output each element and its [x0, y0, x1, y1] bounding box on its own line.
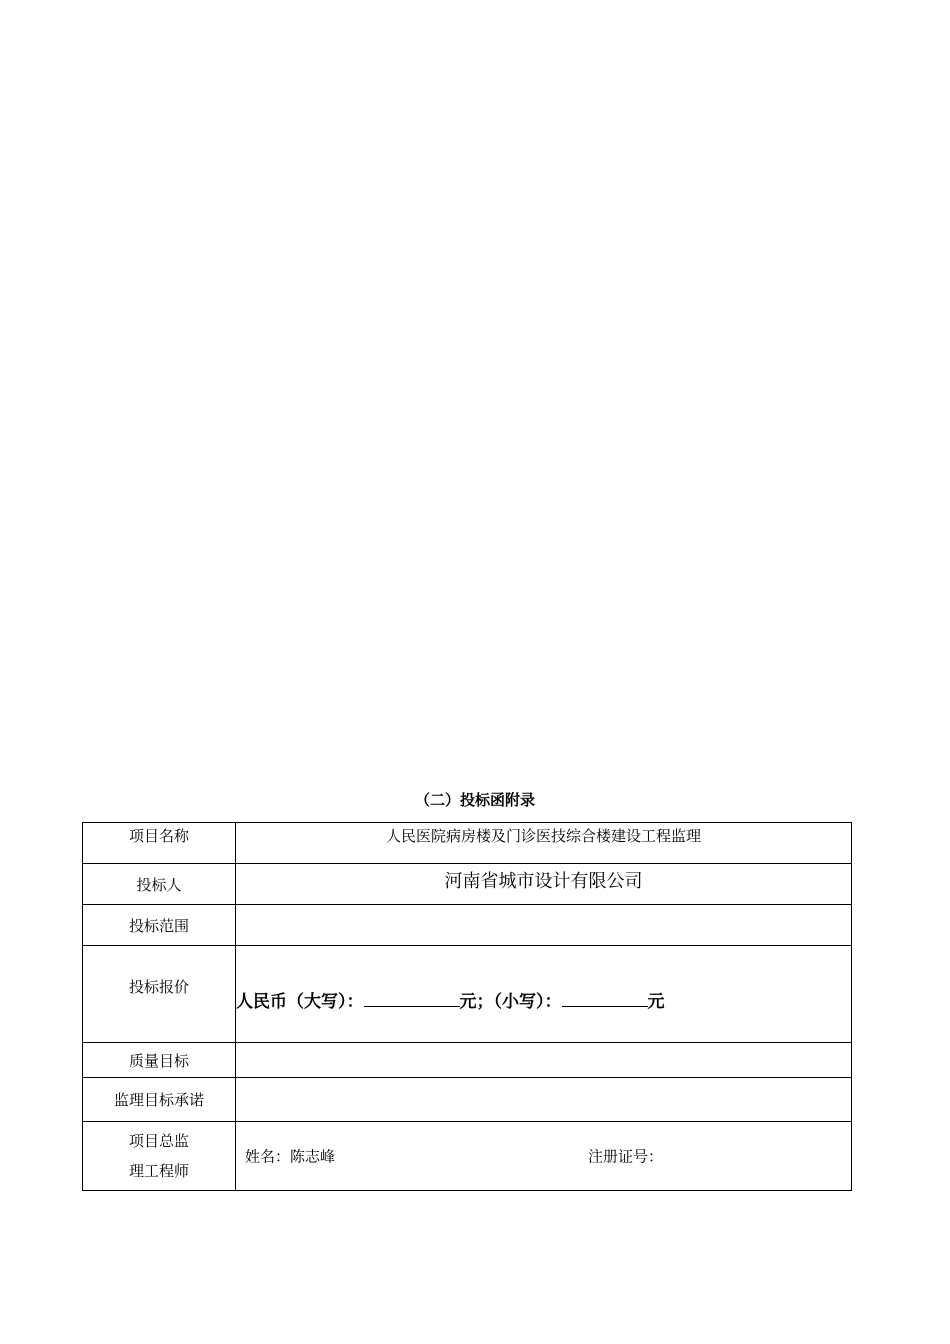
project-name-label: 项目名称 — [128, 826, 189, 845]
chief-engineer-label-line1: 项目总监 — [128, 1132, 189, 1150]
price-line — [236, 992, 665, 1012]
quality-label: 质量目标 — [128, 1051, 189, 1070]
page-title: （二）投标函附录 — [414, 791, 535, 809]
quality-label-cell — [83, 1043, 236, 1078]
bidder-value: 河南省城市设计有限公司 — [444, 871, 643, 892]
bidder-value-cell — [236, 864, 852, 905]
price-label-cell — [83, 946, 236, 1043]
bidder-label-cell — [83, 864, 236, 905]
chief-engineer-name: 姓名：陈志峰 — [245, 1147, 336, 1166]
price-unit-upper: 元；（小写）： — [459, 991, 562, 1012]
chief-engineer-value-cell — [236, 1122, 852, 1191]
supervision-value-cell — [236, 1078, 852, 1122]
table-row-scope — [83, 905, 852, 946]
price-value-cell — [236, 946, 852, 1043]
table-row-price — [83, 946, 852, 1043]
chief-engineer-label-line2: 理工程师 — [128, 1162, 189, 1180]
price-label: 投标报价 — [128, 977, 189, 996]
chief-engineer-label — [129, 1126, 189, 1186]
price-lower-blank — [562, 990, 648, 1007]
bid-appendix-table — [82, 822, 852, 1191]
table-row-supervision — [83, 1078, 852, 1122]
table-row-quality — [83, 1043, 852, 1078]
scope-label: 投标范围 — [128, 916, 189, 935]
scope-label-cell — [83, 905, 236, 946]
bidder-label: 投标人 — [136, 875, 182, 894]
scope-value-cell — [236, 905, 852, 946]
table-row-project-name — [83, 823, 852, 864]
chief-engineer-cert-label: 注册证号： — [588, 1147, 664, 1166]
chief-engineer-info — [236, 1122, 851, 1190]
price-unit-lower: 元 — [647, 991, 665, 1012]
table-row-bidder — [83, 864, 852, 905]
price-upper-blank — [364, 990, 460, 1007]
project-name-value: 人民医院病房楼及门诊医技综合楼建设工程监理 — [385, 826, 701, 845]
project-name-label-cell — [83, 823, 236, 864]
quality-value-cell — [236, 1043, 852, 1078]
price-prefix: 人民币（大写）： — [236, 991, 364, 1012]
chief-engineer-label-cell — [83, 1122, 236, 1191]
table-row-chief-engineer — [83, 1122, 852, 1191]
supervision-label-cell — [83, 1078, 236, 1122]
supervision-label: 监理目标承诺 — [113, 1091, 204, 1109]
project-name-value-cell — [236, 823, 852, 864]
